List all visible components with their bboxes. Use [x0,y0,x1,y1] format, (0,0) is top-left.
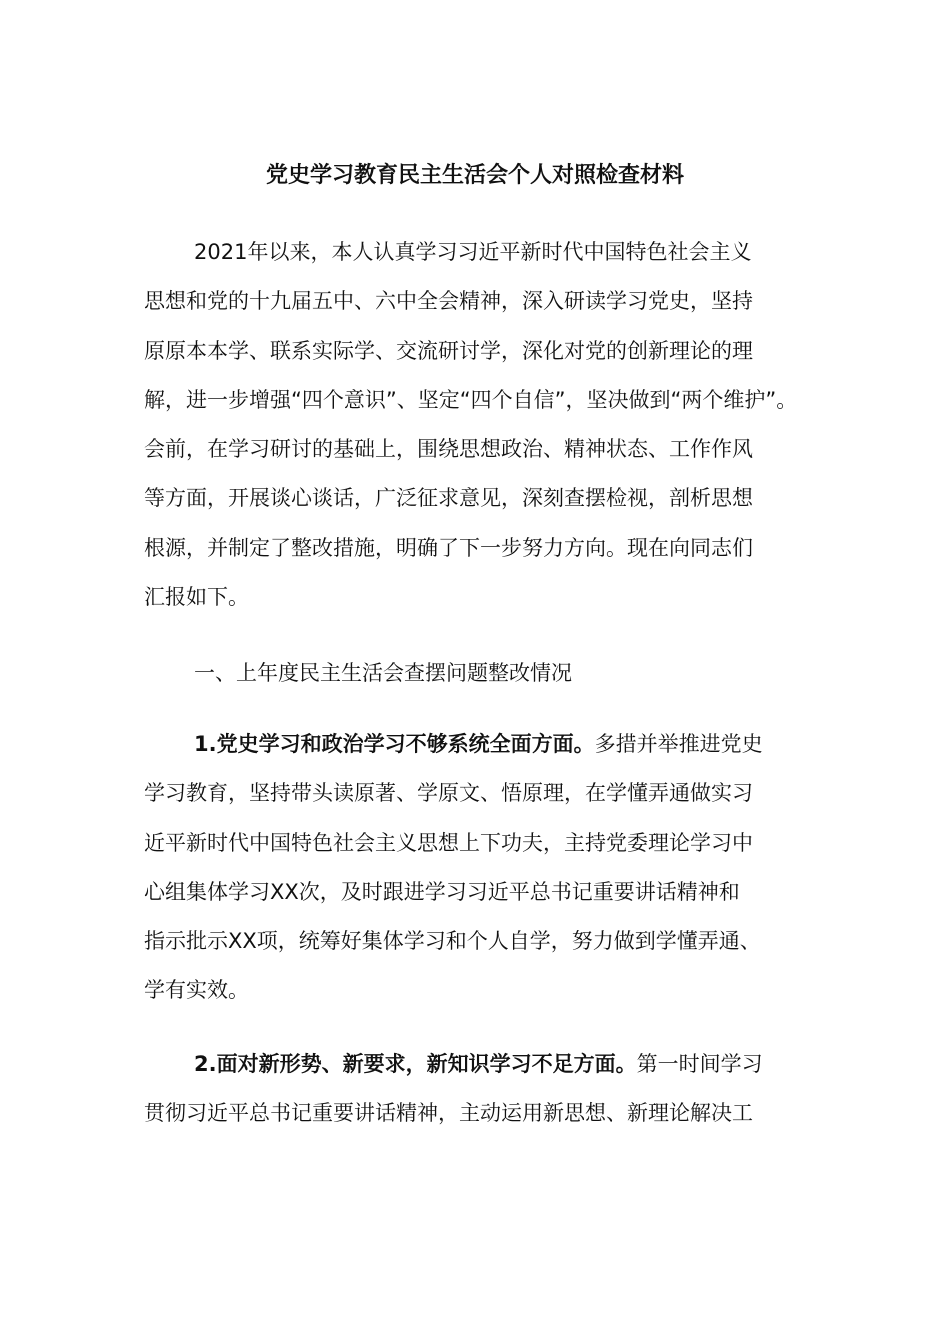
intro-line: 原原本本学、联系实际学、交流研讨学，深化对党的创新理论的理 [144,338,753,363]
intro-line: 思想和党的十九届五中、六中全会精神，深入研读学习党史，坚持 [144,289,753,314]
section-heading [144,649,809,698]
item-1-line: 学有实效。 [144,978,249,1003]
item-1-paragraph [144,720,809,1016]
intro-line: 根源，并制定了整改措施，明确了下一步努力方向。现在向同志们 [144,535,753,560]
intro-line: 会前，在学习研讨的基础上，围绕思想政治、精神状态、工作作风 [144,437,753,462]
item-1-first-line [144,720,809,769]
item-1-line: 心组集体学习XX次，及时跟进学习习近平总书记重要讲话精神和 [144,879,740,904]
item-2-bold-lead: 2.面对新形势、新要求，新知识学习不足方面。 [194,1052,637,1076]
item-1-first-line-rest: 多措并举推进党史 [594,732,763,756]
item-2-first-line [144,1040,809,1089]
intro-line: 汇报如下。 [144,585,249,610]
item-1-line: 学习教育，坚持带头读原著、学原文、悟原理，在学懂弄通做实习 [144,781,753,806]
item-1-bold-lead: 1.党史学习和政治学习不够系统全面方面。 [194,732,595,756]
item-2-first-line-rest: 第一时间学习 [636,1052,763,1076]
item-1-line: 近平新时代中国特色社会主义思想上下功夫，主持党委理论学习中 [144,830,753,855]
section-heading-text: 一、上年度民主生活会查摆问题整改情况 [194,661,572,685]
intro-line: 2021年以来，本人认真学习习近平新时代中国特色社会主义 [194,240,752,264]
intro-line: 等方面，开展谈心谈话，广泛征求意见，深刻查摆检视，剖析思想 [144,486,753,511]
intro-line: 解，进一步增强“四个意识”、坚定“四个自信”，坚决做到“两个维护”。 [144,387,798,412]
item-1-line: 指示批示XX项，统筹好集体学习和个人自学，努力做到学懂弄通、 [144,929,761,954]
item-2-paragraph [144,1040,809,1139]
intro-paragraph [144,228,809,622]
item-2-line: 贯彻习近平总书记重要讲话精神，主动运用新思想、新理论解决工 [144,1101,753,1126]
document-title: 党史学习教育民主生活会个人对照检查材料 [265,163,684,188]
